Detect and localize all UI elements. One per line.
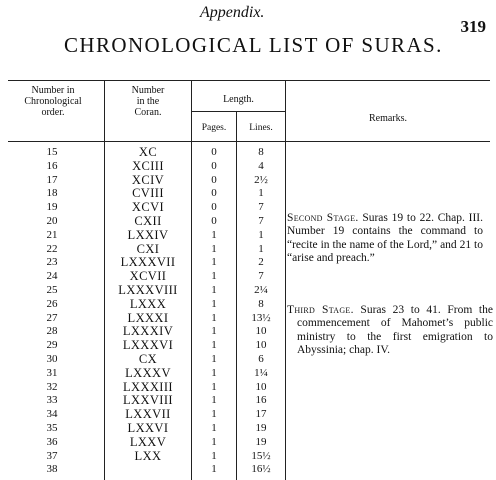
table-row <box>0 325 286 338</box>
header-remarks: Remarks. <box>368 113 408 124</box>
coran-number: LXXXIII <box>122 379 173 394</box>
header-length: Length. <box>223 94 254 105</box>
length-pages: 0 <box>211 173 217 186</box>
coran-number: CXII <box>134 214 162 228</box>
header-number-in-coran: Number in the Coran. <box>131 85 165 118</box>
table-row <box>0 367 286 380</box>
length-underline <box>192 111 285 112</box>
coran-number: LXXVI <box>127 421 169 435</box>
length-lines: 1 <box>258 242 264 255</box>
table-top-rule <box>8 80 490 81</box>
chronological-number: 28 <box>46 325 58 338</box>
length-pages: 1 <box>211 311 217 324</box>
length-pages: 1 <box>211 435 217 448</box>
table-row <box>0 174 286 187</box>
chronological-number: 27 <box>46 311 58 324</box>
coran-number: CX <box>138 352 158 366</box>
table-row <box>0 243 286 256</box>
stage-description: Suras 23 to 41. From the commencement of Mahomet’s public ministry to the first emigration to Abyssinia; chap. IV. <box>297 304 493 356</box>
length-lines: 2½ <box>254 173 268 186</box>
table-row <box>0 394 286 407</box>
chronological-number: 15 <box>46 146 58 158</box>
length-lines: 7 <box>258 201 264 214</box>
coran-number: LXXXVII <box>120 255 176 270</box>
length-lines: 4 <box>258 159 264 172</box>
length-pages: 1 <box>211 353 217 365</box>
page-number: 319 <box>460 17 486 36</box>
chronological-number: 34 <box>46 408 58 421</box>
length-pages: 0 <box>211 159 217 172</box>
length-lines: 6 <box>258 353 264 365</box>
table-row <box>0 187 286 200</box>
length-lines: 2 <box>258 256 264 269</box>
table-row <box>0 422 286 435</box>
chronological-number: 31 <box>46 366 58 379</box>
coran-number: LXXXVIII <box>118 283 178 297</box>
table-row <box>0 229 286 242</box>
length-pages: 1 <box>211 422 217 434</box>
length-lines: 17 <box>255 408 267 421</box>
running-head: Appendix. <box>200 4 265 21</box>
length-lines: 10 <box>255 339 267 352</box>
chronological-number: 16 <box>46 159 58 172</box>
chronological-number: 26 <box>46 297 58 310</box>
length-pages: 1 <box>211 228 217 241</box>
length-pages: 1 <box>211 408 217 421</box>
table-row <box>0 201 286 214</box>
length-pages: 1 <box>211 297 217 310</box>
chronological-number: 21 <box>46 228 58 241</box>
chronological-number: 25 <box>46 284 58 296</box>
chronological-number: 24 <box>46 270 58 283</box>
table-row <box>0 270 286 283</box>
table-row <box>0 312 286 325</box>
header-bottom-rule <box>8 141 490 142</box>
length-lines: 1 <box>258 228 264 241</box>
chronological-number: 18 <box>46 187 58 200</box>
length-pages: 1 <box>211 284 217 296</box>
stage-label: Second Stage. <box>287 212 359 224</box>
chronological-number: 17 <box>46 173 58 186</box>
table-row <box>0 160 286 173</box>
length-pages: 1 <box>211 380 217 393</box>
length-lines: 19 <box>255 422 267 434</box>
length-pages: 1 <box>211 339 217 352</box>
table-row <box>0 436 286 449</box>
table-row <box>0 381 286 394</box>
stage-label: Third Stage. <box>287 304 354 316</box>
length-lines: 2¼ <box>254 284 268 296</box>
table-row <box>0 146 286 159</box>
coran-number: XC <box>138 145 158 159</box>
length-lines: 1¼ <box>254 366 268 379</box>
remarks-second-stage <box>287 212 483 265</box>
length-pages: 1 <box>211 366 217 379</box>
chronological-number: 20 <box>46 215 58 227</box>
length-pages: 0 <box>211 201 217 214</box>
table-row <box>0 284 286 297</box>
table-row <box>0 450 286 463</box>
chronological-number: 36 <box>46 435 58 448</box>
length-pages: 1 <box>211 256 217 269</box>
stage-description: Suras 19 to 22. Chap. III. Number 19 contains the command to “recite in the name of the Lord,” and 21 to “arise and preach.” <box>287 212 484 264</box>
length-pages: 0 <box>211 187 217 200</box>
length-lines: 7 <box>258 270 264 283</box>
chronological-number: 19 <box>46 201 58 214</box>
length-pages: 1 <box>211 325 217 338</box>
chronological-number: 33 <box>46 394 58 407</box>
length-pages: 1 <box>211 449 217 462</box>
table-row <box>0 463 286 476</box>
length-pages: 1 <box>211 463 217 476</box>
chronological-number: 38 <box>46 463 58 476</box>
length-lines: 16½ <box>251 463 271 476</box>
header-pages: Pages. <box>201 123 227 133</box>
table-row <box>0 256 286 269</box>
length-lines: 1 <box>258 187 264 200</box>
length-pages: 1 <box>211 270 217 283</box>
chronological-number: 30 <box>46 353 58 365</box>
length-pages: 1 <box>211 394 217 407</box>
length-pages: 0 <box>211 215 217 227</box>
length-lines: 8 <box>258 146 264 158</box>
chronological-number: 29 <box>46 339 58 352</box>
table-row <box>0 298 286 311</box>
coran-number: LXXVII <box>125 407 171 422</box>
table-row <box>0 339 286 352</box>
length-lines: 16 <box>255 394 267 407</box>
coran-number: XCIII <box>132 158 164 173</box>
coran-number: XCIV <box>131 172 165 187</box>
header-chronological-order: Number in Chronological order. <box>24 85 82 118</box>
page-title: CHRONOLOGICAL LIST OF SURAS. <box>64 33 443 57</box>
header-lines: Lines. <box>249 123 273 133</box>
length-lines: 19 <box>255 435 267 448</box>
coran-number: LXXXVI <box>122 338 174 353</box>
table-row <box>0 353 286 366</box>
coran-number: XCVI <box>131 200 165 215</box>
remarks-third-stage <box>287 304 493 357</box>
chronological-number: 23 <box>46 256 58 269</box>
length-lines: 7 <box>258 215 264 227</box>
coran-number: LXXVIII <box>122 393 173 408</box>
coran-number: LXXIV <box>127 227 169 242</box>
length-lines: 8 <box>258 297 264 310</box>
coran-number: LXXXI <box>127 310 169 325</box>
table-row <box>0 215 286 228</box>
coran-number: LXXXIV <box>122 324 174 339</box>
chronological-number: 37 <box>46 449 58 462</box>
chronological-number: 22 <box>46 242 58 255</box>
length-lines: 10 <box>255 380 267 393</box>
length-pages: 0 <box>211 146 217 158</box>
length-lines: 13½ <box>251 311 271 324</box>
length-lines: 10 <box>255 325 267 338</box>
chronological-number: 35 <box>46 422 58 434</box>
chronological-number: 32 <box>46 380 58 393</box>
length-lines: 15½ <box>251 449 271 462</box>
coran-number: CVIII <box>132 186 164 201</box>
table-row <box>0 408 286 421</box>
coran-number: LXX <box>134 448 162 463</box>
coran-number: CXI <box>136 241 160 256</box>
length-pages: 1 <box>211 242 217 255</box>
coran-number: LXXXV <box>125 365 171 380</box>
coran-number: LXXX <box>129 296 167 311</box>
coran-number: XCVII <box>129 269 167 284</box>
coran-number: LXXV <box>129 434 167 449</box>
